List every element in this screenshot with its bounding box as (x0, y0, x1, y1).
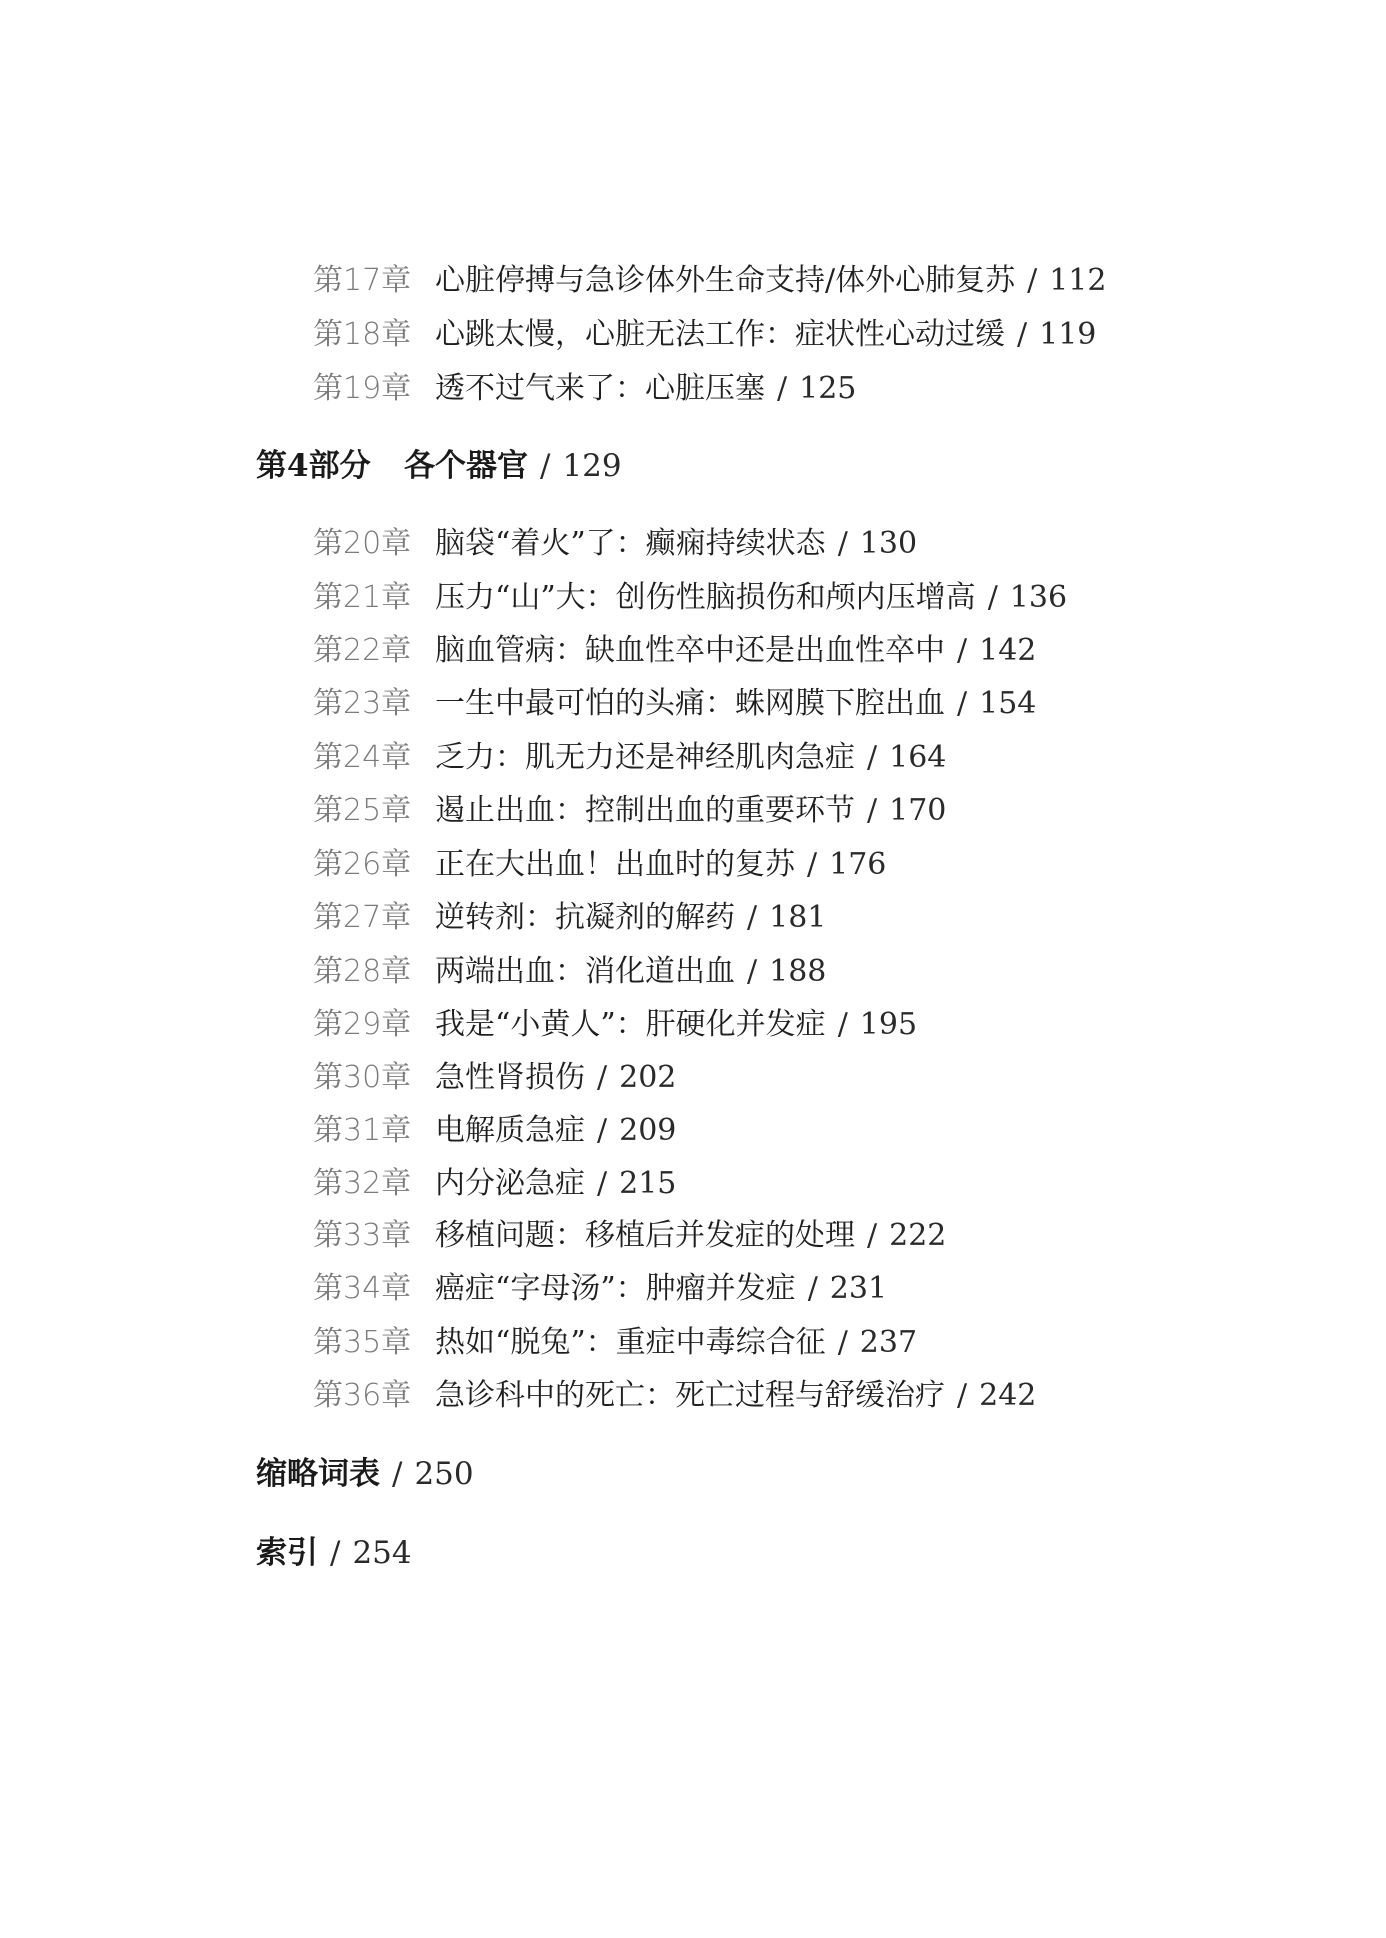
page-number: 242 (979, 1378, 1037, 1413)
toc-entry-ch33[interactable] (313, 1214, 946, 1258)
chapter-title: 移植问题：移植后并发症的处理 (435, 1218, 855, 1253)
separator: / (807, 847, 818, 882)
chapter-title: 乏力：肌无力还是神经肌肉急症 (435, 740, 855, 775)
separator: / (987, 580, 998, 615)
page-number: 231 (829, 1271, 888, 1306)
toc-entry-ch34[interactable] (313, 1267, 887, 1311)
chapter-label: 第22章 (313, 633, 412, 668)
chapter-label: 第19章 (313, 371, 412, 406)
toc-entry-ch27[interactable] (313, 896, 826, 940)
page-number: 202 (619, 1060, 677, 1095)
part-label: 第4部分 (256, 448, 371, 484)
separator: / (597, 1113, 608, 1148)
chapter-title: 电解质急症 (435, 1113, 585, 1148)
abbreviations-title: 缩略词表 (256, 1456, 380, 1492)
page-number: 188 (769, 954, 827, 989)
chapter-title: 急诊科中的死亡：死亡过程与舒缓治疗 (435, 1378, 945, 1413)
separator: / (747, 900, 758, 935)
separator: / (867, 1218, 878, 1253)
page-number: 154 (979, 686, 1037, 721)
chapter-label: 第23章 (313, 686, 412, 721)
separator: / (777, 371, 788, 406)
chapter-title: 脑袋“着火”了：癫痫持续状态 (435, 526, 826, 561)
chapter-title: 逆转剂：抗凝剂的解药 (435, 900, 735, 935)
chapter-label: 第28章 (313, 954, 412, 989)
chapter-label: 第26章 (313, 847, 412, 882)
separator: / (957, 1378, 968, 1413)
page-number: 125 (799, 371, 857, 406)
chapter-title: 压力“山”大：创伤性脑损伤和颅内压增高 (435, 580, 976, 615)
page-number: 222 (889, 1218, 947, 1253)
chapter-title: 心脏停搏与急诊体外生命支持/体外心肺复苏 (435, 263, 1016, 298)
page-number: 254 (352, 1535, 412, 1571)
page-number: 129 (562, 448, 622, 484)
chapter-title: 癌症“字母汤”：肿瘤并发症 (435, 1271, 796, 1306)
separator: / (957, 686, 968, 721)
chapter-label: 第29章 (313, 1007, 412, 1042)
page-number: 130 (859, 526, 918, 561)
toc-entry-ch36[interactable] (313, 1374, 1036, 1418)
separator: / (747, 954, 758, 989)
page-number: 170 (889, 793, 947, 828)
chapter-title: 两端出血：消化道出血 (435, 954, 735, 989)
page-number: 119 (1039, 317, 1097, 352)
chapter-title: 脑血管病：缺血性卒中还是出血性卒中 (435, 633, 945, 668)
toc-entry-ch23[interactable] (313, 682, 1036, 726)
chapter-label: 第25章 (313, 793, 412, 828)
chapter-title: 正在大出血！出血时的复苏 (435, 847, 795, 882)
separator: / (597, 1060, 608, 1095)
page-number: 112 (1049, 263, 1107, 298)
chapter-title: 心跳太慢，心脏无法工作：症状性心动过缓 (435, 317, 1005, 352)
separator: / (957, 633, 968, 668)
chapter-label: 第35章 (313, 1325, 412, 1360)
chapter-label: 第21章 (313, 580, 412, 615)
toc-entry-ch26[interactable] (313, 843, 886, 887)
page-number: 176 (829, 847, 887, 882)
separator: / (837, 526, 848, 561)
separator: / (807, 1271, 818, 1306)
separator: / (330, 1535, 341, 1571)
separator: / (392, 1456, 403, 1492)
separator: / (867, 740, 878, 775)
chapter-label: 第36章 (313, 1378, 412, 1413)
chapter-label: 第20章 (313, 526, 412, 561)
separator: / (1017, 317, 1028, 352)
toc-entry-abbreviations[interactable] (256, 1452, 474, 1496)
toc-entry-ch32[interactable] (313, 1162, 676, 1206)
toc-entry-ch30[interactable] (313, 1056, 676, 1100)
page-number: 209 (619, 1113, 677, 1148)
chapter-label: 第17章 (313, 263, 412, 298)
page-number: 195 (859, 1007, 918, 1042)
chapter-label: 第18章 (313, 317, 412, 352)
index-title: 索引 (256, 1535, 318, 1571)
toc-entry-ch25[interactable] (313, 789, 946, 833)
chapter-label: 第27章 (313, 900, 412, 935)
chapter-title: 急性肾损伤 (435, 1060, 585, 1095)
toc-entry-ch18[interactable] (313, 313, 1096, 357)
separator: / (867, 793, 878, 828)
chapter-label: 第34章 (313, 1271, 412, 1306)
separator: / (540, 448, 551, 484)
page-number: 181 (769, 900, 827, 935)
chapter-title: 一生中最可怕的头痛：蛛网膜下腔出血 (435, 686, 945, 721)
chapter-label: 第31章 (313, 1113, 412, 1148)
page-number: 215 (619, 1166, 677, 1201)
chapter-label: 第30章 (313, 1060, 412, 1095)
page-number: 250 (414, 1456, 474, 1492)
toc-entry-ch21[interactable] (313, 576, 1067, 620)
chapter-title: 我是“小黄人”：肝硬化并发症 (435, 1007, 826, 1042)
page-number: 164 (889, 740, 947, 775)
chapter-title: 遏止出血：控制出血的重要环节 (435, 793, 855, 828)
toc-entry-ch29[interactable] (313, 1003, 917, 1047)
chapter-title: 透不过气来了：心脏压塞 (435, 371, 765, 406)
toc-entry-ch20[interactable] (313, 522, 917, 566)
page-number: 142 (979, 633, 1037, 668)
page-number: 237 (859, 1325, 918, 1360)
toc-part-4-heading[interactable] (256, 444, 622, 488)
chapter-label: 第32章 (313, 1166, 412, 1201)
toc-entry-ch19[interactable] (313, 367, 856, 411)
toc-entry-ch31[interactable] (313, 1109, 676, 1153)
separator: / (597, 1166, 608, 1201)
toc-entry-ch28[interactable] (313, 950, 826, 994)
toc-entry-ch17[interactable] (313, 259, 1106, 303)
chapter-label: 第33章 (313, 1218, 412, 1253)
chapter-title: 热如“脱兔”：重症中毒综合征 (435, 1325, 826, 1360)
toc-entry-ch22[interactable] (313, 629, 1036, 673)
page-number: 136 (1009, 580, 1068, 615)
toc-entry-ch24[interactable] (313, 736, 946, 780)
chapter-label: 第24章 (313, 740, 412, 775)
separator: / (837, 1007, 848, 1042)
separator: / (1027, 263, 1038, 298)
part-title: 各个器官 (404, 448, 528, 484)
toc-entry-index[interactable] (256, 1531, 412, 1575)
separator: / (837, 1325, 848, 1360)
chapter-title: 内分泌急症 (435, 1166, 585, 1201)
toc-entry-ch35[interactable] (313, 1321, 917, 1365)
